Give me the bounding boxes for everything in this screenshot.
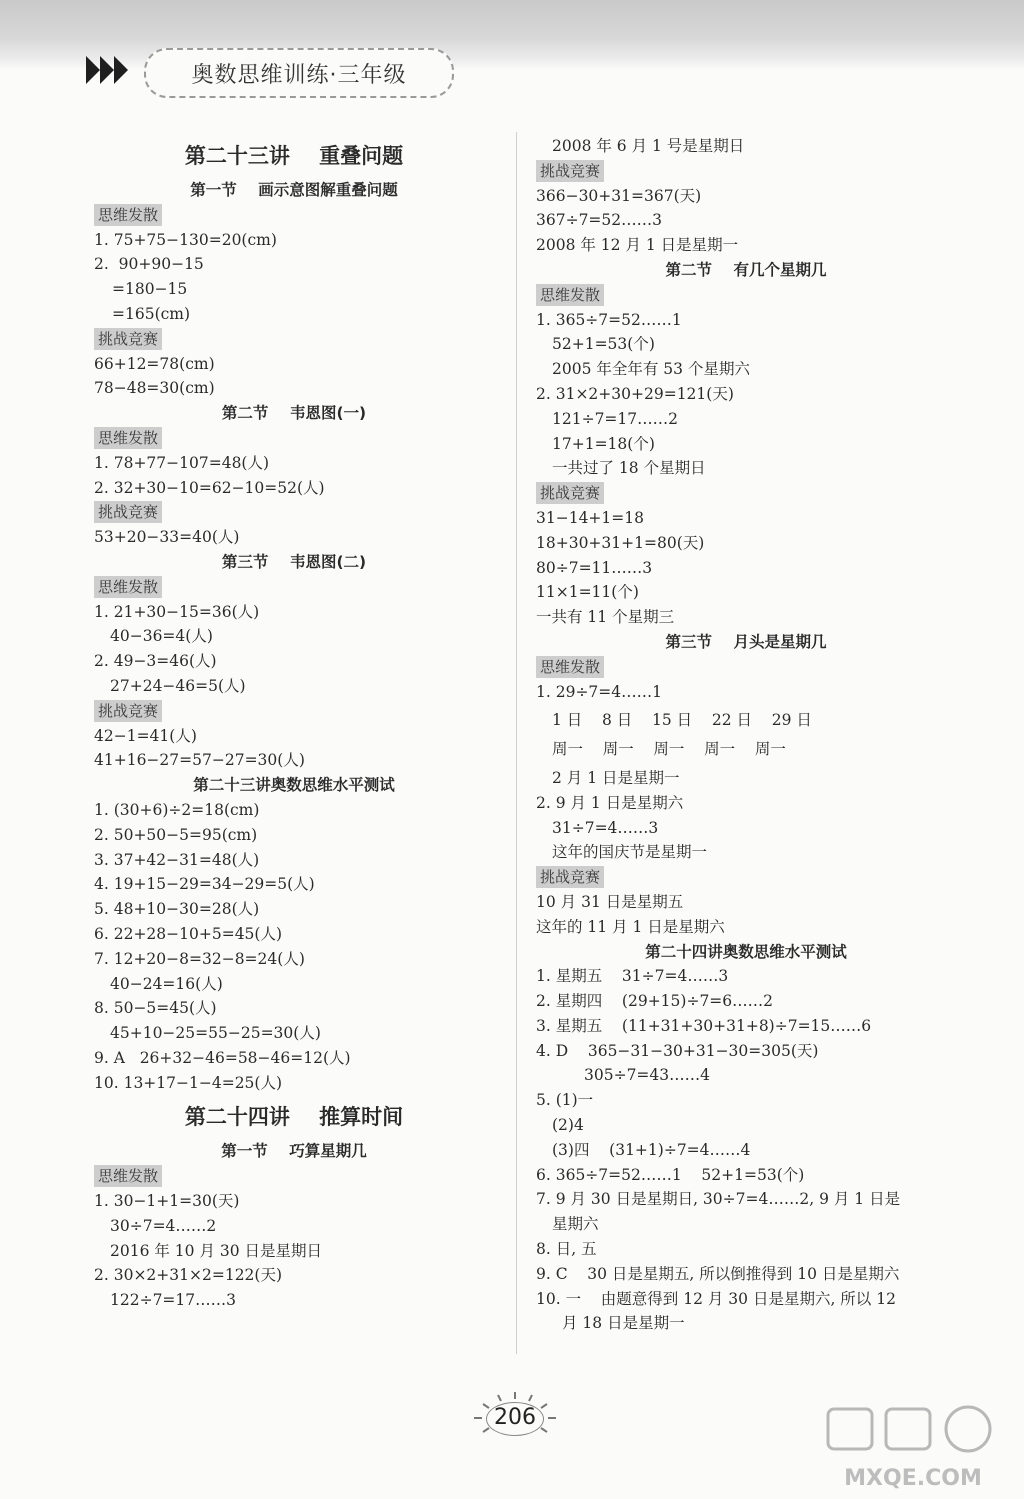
challenge-tag: 挑战竞赛 [536,160,604,182]
answer-line: 1. 365÷7=52……1 [536,310,682,329]
section-title: 第一节 画示意图解重叠问题 [190,181,398,199]
answer-line: 2. 32+30−10=62−10=52(人) [94,478,325,497]
answer-line: 2. 星期四 (29+15)÷7=6……2 [536,992,774,1011]
right-column [536,134,956,1336]
answer-line: 121÷7=17……2 [552,409,679,428]
answer-line: 1. 星期五 31÷7=4……3 [536,967,729,986]
section-title: 第一节 巧算星期几 [221,1142,367,1161]
book-title: 奥数思维训练·三年级 [144,48,454,98]
answer-line: 2. 31×2+30+29=121(天) [536,384,734,403]
answer-line: 2. 30×2+31×2=122(天) [94,1266,283,1285]
think-tag: 思维发散 [536,656,604,678]
answer-line: 9. A 26+32−46=58−46=12(人) [94,1048,351,1067]
answer-line: 月 18 日是星期一 [562,1314,685,1333]
answer-line: 10. 一 由题意得到 12 月 30 日是星期六, 所以 12 [536,1289,896,1308]
answer-line: 305÷7=43……4 [584,1066,711,1085]
answer-line: 1. 78+77−107=48(人) [94,453,270,472]
answer-line: 2008 年 12 月 1 日是星期一 [536,236,739,255]
answer-line: 星期六 [552,1215,599,1234]
answer-line: 5. 48+10−30=28(人) [94,900,260,919]
answer-line: 3. 37+42−31=48(人) [94,850,260,869]
answer-line: 11×1=11(个) [536,583,639,602]
answer-line: 17+1=18(个) [552,434,655,453]
answer-line: 31−14+1=18 [536,508,644,527]
answer-line: 122÷7=17……3 [110,1291,237,1310]
answer-line: 1. 30−1+1=30(天) [94,1192,240,1211]
watermark-logo [818,1401,1008,1493]
test-title: 第二十四讲奥数思维水平测试 [645,942,847,961]
answer-line: 2. 50+50−5=95(cm) [94,825,258,844]
answer-line: 27+24−46=5(人) [110,676,246,695]
answer-line: 4. 19+15−29=34−29=5(人) [94,875,315,894]
svg-text:MXQE.COM: MXQE.COM [844,1466,982,1491]
answer-line: 40−36=4(人) [110,627,213,646]
answer-line: =180−15 [112,280,188,299]
answer-line: 1. 29÷7=4……1 [536,682,662,701]
answer-line: 42−1=41(人) [94,726,197,745]
answer-line: 10. 13+17−1−4=25(人) [94,1073,283,1092]
answer-line: 5. (1)一 [536,1091,594,1110]
answer-line: 31÷7=4……3 [552,818,659,837]
think-tag: 思维发散 [94,1165,162,1187]
answer-line: 45+10−25=55−25=30(人) [110,1024,321,1043]
think-tag: 思维发散 [94,427,162,449]
answer-line: 2. 9 月 1 日是星期六 [536,793,684,812]
section-title: 第三节 韦恩图(二) [221,552,367,571]
answer-line: =165(cm) [112,304,191,323]
page-number: 206 [494,1405,536,1430]
answer-line: (3)四 (31+1)÷7=4……4 [552,1140,751,1159]
answer-line: 8. 50−5=45(人) [94,999,217,1018]
answer-line: 2005 年全年有 53 个星期六 [552,360,750,379]
answer-line: 一共过了 18 个星期日 [552,459,706,478]
answer-line: 80÷7=11……3 [536,558,653,577]
think-tag: 思维发散 [536,284,604,306]
answer-line: 78−48=30(cm) [94,379,215,398]
section-title: 第三节 月头是星期几 [665,632,827,651]
answer-line: 367÷7=52……3 [536,211,663,230]
lecture-title: 第二十四讲 推算时间 [184,1105,404,1130]
think-tag: 思维发散 [94,204,162,226]
answer-line: 这年的国庆节是星期一 [552,843,708,862]
answer-line: 2008 年 6 月 1 号是星期日 [552,137,745,155]
answer-line: 52+1=53(个) [552,335,655,354]
challenge-tag: 挑战竞赛 [94,700,162,722]
answer-line: 8. 日, 五 [536,1240,597,1259]
answer-line: 40−24=16(人) [110,974,223,993]
test-title: 第二十三讲奥数思维水平测试 [193,776,395,795]
answer-line: 2016 年 10 月 30 日是星期日 [110,1241,323,1260]
answer-line: 9. C 30 日是星期五, 所以倒推得到 10 日是星期六 [536,1264,900,1283]
challenge-tag: 挑战竞赛 [94,328,162,350]
answer-line: 53+20−33=40(人) [94,528,240,547]
answer-line: 10 月 31 日是星期五 [536,892,684,911]
column-divider [516,132,517,1354]
answer-line: 7. 12+20−8=32−8=24(人) [94,949,305,968]
section-title: 第二节 有几个星期几 [665,260,827,279]
answer-line: 1. 21+30−15=36(人) [94,602,260,621]
answer-line: 1. 75+75−130=20(cm) [94,230,277,249]
answer-line: 41+16−27=57−27=30(人) [94,751,305,770]
answer-line: 7. 9 月 30 日是星期日, 30÷7=4……2, 9 月 1 日是 [536,1190,901,1209]
answer-line: 4. D 365−31−30+31−30=305(天) [536,1041,819,1060]
answer-line: 这年的 11 月 1 日是星期六 [536,917,725,936]
calendar-weekdays-row: 周一 周一 周一 周一 周一 [552,740,786,759]
challenge-tag: 挑战竞赛 [94,501,162,523]
answer-line: (2)4 [552,1116,584,1135]
answer-line: 2. 90+90−15 [94,255,204,274]
answer-line: 一共有 11 个星期三 [536,608,675,627]
answer-line: 6. 365÷7=52……1 52+1=53(个) [536,1165,805,1184]
answer-line: 66+12=78(cm) [94,354,215,373]
calendar-days-row: 1 日 8 日 15 日 22 日 29 日 [552,711,812,730]
answer-line: 18+30+31+1=80(天) [536,533,705,552]
answer-line: 2. 49−3=46(人) [94,652,217,671]
answer-line: 6. 22+28−10+5=45(人) [94,924,283,943]
challenge-tag: 挑战竞赛 [536,866,604,888]
left-column [94,134,494,1313]
answer-line: 30÷7=4……2 [110,1216,217,1235]
answer-line: 1. (30+6)÷2=18(cm) [94,800,260,819]
arrows-icon [86,52,138,88]
lecture-title: 第二十三讲 重叠问题 [184,144,404,168]
answer-line: 2 月 1 日是星期一 [552,768,680,787]
challenge-tag: 挑战竞赛 [536,482,604,504]
answer-line: 3. 星期五 (11+31+30+31+8)÷7=15……6 [536,1016,872,1035]
answer-line: 366−30+31=367(天) [536,186,702,205]
think-tag: 思维发散 [94,576,162,598]
section-title: 第二节 韦恩图(一) [221,404,367,423]
